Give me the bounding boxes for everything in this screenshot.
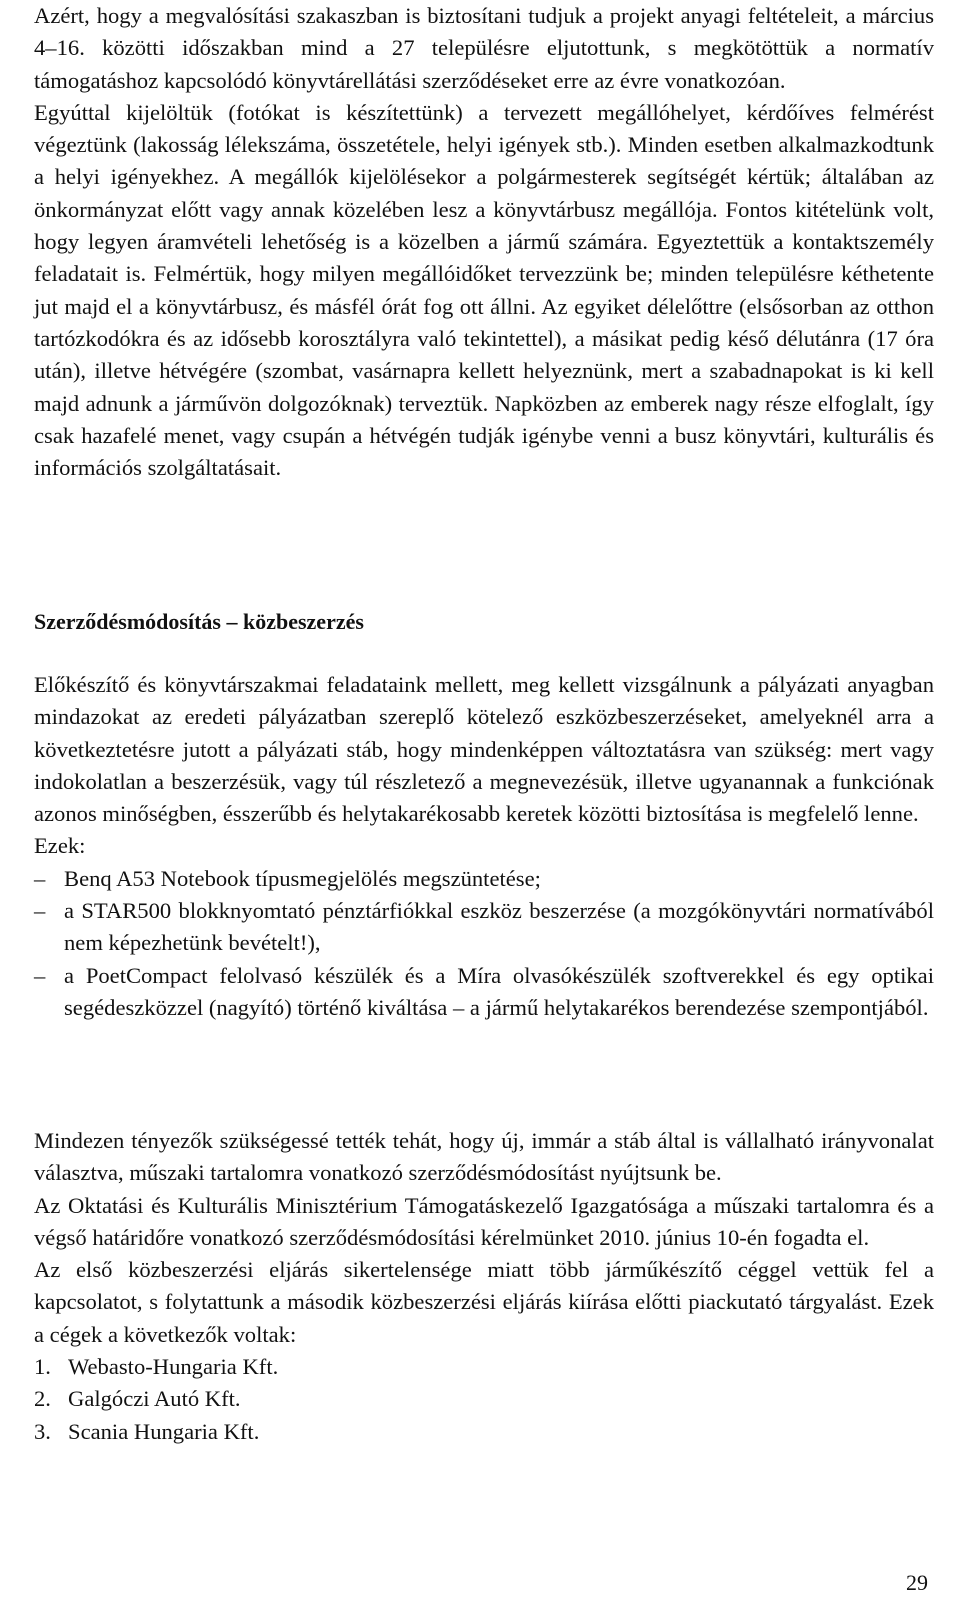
section-body <box>34 669 934 1024</box>
paragraph: Egyúttal kijelöltük (fotókat is készítettünk) a tervezett megállóhelyet, kérdőíves felmérést végeztünk (lakosság lélekszáma, összetétele, helyi igények stb.). Minden esetben alkalmazkodtunk a helyi igényekhez. A megállók kijelölésekor a polgármesterek segítségét kértük; általában az önkormányzat előtt vagy annak közelében lesz a könyvtárbusz megállója. Fontos kitételünk volt, hogy legyen áramvételi lehetőség is a közelben a jármű számára. Egyeztettük a kontaktszemély feladatait is. Felmértük, hogy milyen megállóidőket tervezzünk be; minden településre kéthetente jut majd el a könyvtárbusz, és másfél órát fog ott állni. Az egyiket délelőttre (elsősorban az otthon tartózkodókra és az idősebb korosztályra való tekintettel), a másikat pedig késő délutánra (17 óra után), illetve hétvégére (szombat, vasárnapra kellett helyeznünk, mert a szabadnapokat is ki kell majd adnunk a járművön dolgozóknak) terveztük. Napközben az emberek nagy része elfoglalt, így csak hazafelé menet, vagy csupán a hétvégén tudják igénybe venni a busz könyvtári, kulturális és információs szolgáltatásait. <box>34 99 934 481</box>
section-heading: Szerződésmódosítás – közbeszerzés <box>34 609 364 634</box>
list-item <box>34 1351 934 1383</box>
list-number: 1. <box>34 1354 51 1380</box>
closing-block <box>34 1125 934 1448</box>
list-intro: Ezek: <box>34 833 86 859</box>
list-item: – Benq A53 Notebook típusmegjelölés megszüntetése; <box>34 863 934 895</box>
paragraph: Azért, hogy a megvalósítási szakaszban is biztosítani tudjuk a projekt anyagi feltételeit, a március 4–16. közötti időszakban mind a 27 településre eljutottunk, s megkötöttük a normatív támogatáshoz kapcsolódó könyvtárellátási szerződéseket erre az évre vonatkozóan. <box>34 3 934 93</box>
list-item: – a STAR500 blokknyomtató pénztárfiókkal eszköz beszerzése (a mozgókönyvtári normatívából nem képezhetünk bevételt!), <box>34 895 934 960</box>
paragraph: Előkészítő és könyvtárszakmai feladataink mellett, meg kellett vizsgálnunk a pályázati anyagban mindazokat az eredeti pályázatban szereplő kötelező eszközbeszerzéseket, amelyeknél arra a következtetésre jutott a pályázati stáb, hogy mindenképpen változtatásra van szükség: mert vagy indokolatlan a beszerzésük, vagy túl részletező a megnevezésük, illetve ugyanannak a funkciónak azonos minőségben, ésszerűbb és helytakarékosabb keretek közötti biztosítása is megfelelő lenne. <box>34 672 934 827</box>
list-item <box>34 1383 934 1415</box>
list-number: 2. <box>34 1386 51 1412</box>
paragraph: Mindezen tényezők szükségessé tették tehát, hogy új, immár a stáb által is vállalható irányvonalat választva, műszaki tartalomra vonatkozó szerződésmódosítást nyújtsunk be. <box>34 1128 934 1186</box>
intro-block <box>34 0 934 484</box>
list-item: – a PoetCompact felolvasó készülék és a Míra olvasókészülék szoftverekkel és egy optikai segédeszközzel (nagyító) történő kiváltása – a jármű helytakarékos berendezése szempontjából. <box>34 960 934 1025</box>
company-name: Galgóczi Autó Kft. <box>68 1386 241 1412</box>
list-number: 3. <box>34 1418 51 1444</box>
company-name: Webasto-Hungaria Kft. <box>68 1354 279 1380</box>
list-item <box>34 1416 934 1448</box>
paragraph: Az első közbeszerzési eljárás sikertelensége miatt több járműkészítő céggel vettük fel a kapcsolatot, s folytattunk a második közbeszerzési eljárás kiírása előtti piackutató tárgyalást. Ezek a cégek a következők voltak: <box>34 1257 934 1347</box>
paragraph: Az Oktatási és Kulturális Minisztérium Támogatáskezelő Igazgatósága a műszaki tartalomra és a végső határidőre vonatkozó szerződésmódosítási kérelmünket 2010. június 10-én fogadta el. <box>34 1192 934 1250</box>
document-page <box>34 0 934 1609</box>
dash-list <box>34 863 934 1024</box>
company-name: Scania Hungaria Kft. <box>68 1418 260 1444</box>
company-list <box>34 1351 934 1448</box>
page-number: 29 <box>906 1570 928 1595</box>
